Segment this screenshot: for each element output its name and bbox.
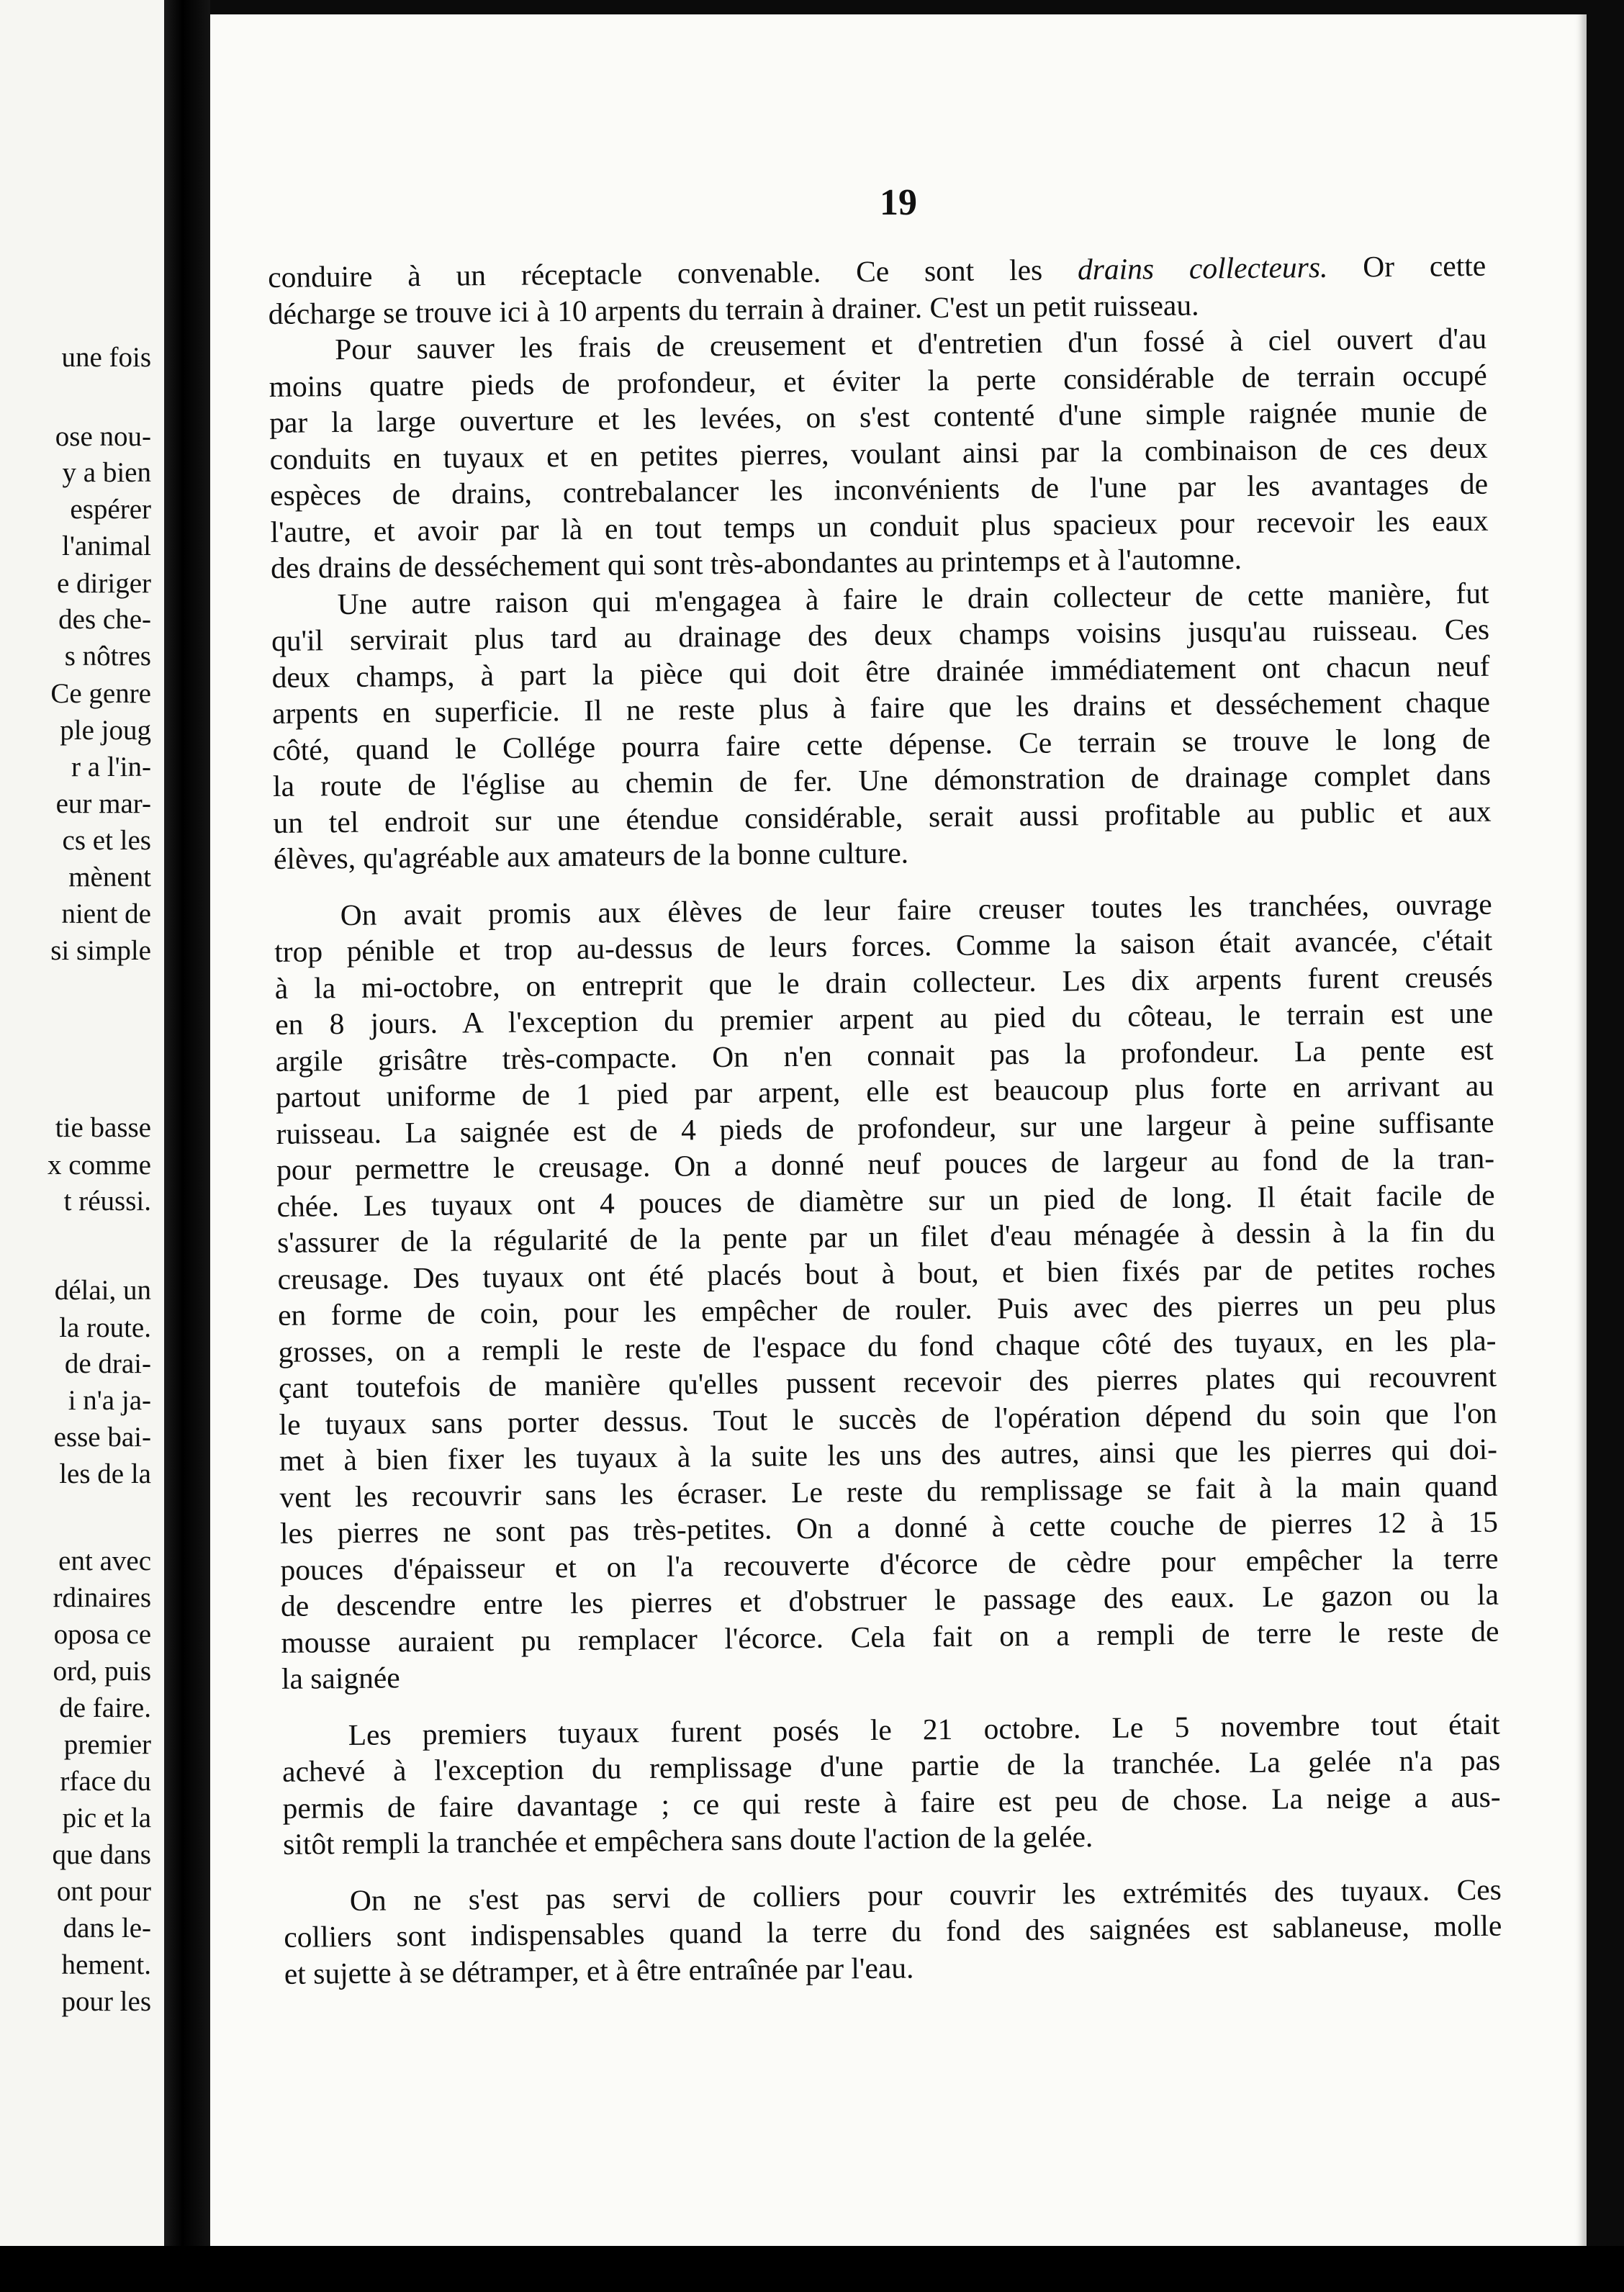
left-page-line: y a bien xyxy=(62,457,151,488)
paragraph xyxy=(268,248,1487,332)
text-run: en forme de coin, pour les empêcher de rouler. Puis avec des pierres un peu plus xyxy=(277,1286,1497,1332)
text-run: creusage. Des tuyaux ont été placés bout à bout, et bien fixés par de petites roches xyxy=(277,1250,1496,1296)
left-page-line: des che- xyxy=(58,604,151,635)
left-page-line: de drai- xyxy=(64,1348,151,1379)
previous-page-fragment xyxy=(0,0,164,2246)
text-run: pour permettre le creusage. On a donné neuf pouces de largeur au fond de la tran- xyxy=(276,1141,1495,1186)
left-page-line: s nôtres xyxy=(64,641,151,672)
paragraph xyxy=(269,320,1489,587)
left-page-line: esse bai- xyxy=(53,1422,151,1453)
text-run: et sujette à se détramper, et à être entraînée par l'eau. xyxy=(284,1950,914,1990)
left-page-line: ont pour xyxy=(56,1876,151,1907)
left-page-line: si simple xyxy=(50,935,151,966)
text-run: met à bien fixer les tuyaux à la suite les uns des autres, ainsi que les pierres qui doi- xyxy=(279,1432,1498,1477)
text-run: partout uniforme de 1 pied par arpent, elle est beaucoup plus forte en arrivant au xyxy=(275,1068,1494,1114)
left-page-line: mènent xyxy=(68,862,151,893)
paragraph xyxy=(281,1705,1501,1862)
text-run: les pierres ne sont pas très-petites. On a donné à cette couche de pierres 12 à 15 xyxy=(279,1504,1499,1550)
text-run: Or cette xyxy=(1327,248,1487,284)
text-run: pouces d'épaisseur et on l'a recouverte d'écorce de cèdre pour empêcher la terre xyxy=(280,1541,1499,1587)
left-page-line: pic et la xyxy=(62,1803,151,1833)
left-page-line: ose nou- xyxy=(55,421,151,452)
paragraph xyxy=(274,885,1500,1697)
text-run: sitôt rempli la tranchée et empêchera sans doute l'action de la gelée. xyxy=(282,1820,1093,1861)
text-run: côté, quand le Collége pourra faire cette dépense. Ce terrain se trouve le long de xyxy=(272,721,1491,767)
body-text xyxy=(268,248,1502,1992)
text-run: le tuyaux sans porter dessus. Tout le succès de l'opération dépend du soin que l'on xyxy=(279,1396,1497,1441)
left-page-line: premier xyxy=(63,1729,151,1760)
text-run: vent les recouvrir sans les écraser. Le reste du remplissage se fait à la main quand xyxy=(279,1468,1498,1514)
left-page-line: Ce genre xyxy=(50,678,151,709)
left-page-line: que dans xyxy=(52,1839,151,1870)
left-page-line: hement. xyxy=(61,1949,151,1980)
left-page-line: t réussi. xyxy=(63,1186,151,1217)
left-page-line: x comme xyxy=(47,1150,151,1181)
text-run: conduits en tuyaux et en petites pierres, voulant ainsi par la combinaison de ces deux xyxy=(269,430,1488,476)
paragraph xyxy=(284,1871,1502,1992)
text-run: ruisseau. La saignée est de 4 pieds de profondeur, sur une largeur à peine suffisante xyxy=(276,1105,1494,1150)
page xyxy=(210,14,1587,2246)
text-run: Les premiers tuyaux furent posés le 21 octobre. Le 5 novembre tout était xyxy=(348,1707,1500,1751)
left-page-line: une fois xyxy=(61,342,151,373)
text-run: Une autre raison qui m'engagea à faire le drain collecteur de cette manière, fut xyxy=(337,576,1489,621)
text-run: la saignée xyxy=(281,1661,400,1695)
text-run: qu'il servirait plus tard au drainage des deux champs voisins jusqu'au ruisseau. Ces xyxy=(271,612,1490,657)
left-page-line: rface du xyxy=(60,1766,151,1797)
text-run: des drains de desséchement qui sont très-abondantes au printemps et à l'automne. xyxy=(270,542,1242,585)
left-page-line: espérer xyxy=(70,494,151,525)
text-run: la route de l'église au chemin de fer. Une démonstration de drainage complet dans xyxy=(272,757,1492,803)
left-page-line: les de la xyxy=(59,1458,151,1489)
text-run: Pour sauver les frais de creusement et d'entretien d'un fossé à ciel ouvert d'au xyxy=(334,321,1487,366)
left-page-line: de faire. xyxy=(59,1692,151,1723)
left-page-line: tie basse xyxy=(55,1112,151,1143)
text-run: élèves, qu'agréable aux amateurs de la bonne culture. xyxy=(273,836,909,875)
text-run: décharge se trouve ici à 10 arpents du terrain à drainer. C'est un petit ruisseau. xyxy=(268,288,1199,330)
book-gutter xyxy=(164,0,210,2292)
left-page-line: eur mar- xyxy=(55,788,151,819)
left-page-line: i n'a ja- xyxy=(68,1385,151,1416)
left-page-line: oposa ce xyxy=(53,1619,151,1650)
left-page-line: la route. xyxy=(59,1312,151,1343)
text-run: conduire à un réceptacle convenable. Ce sont les xyxy=(268,253,1078,294)
text-run: argile grisâtre très-compacte. On n'en connait pas la profondeur. La pente est xyxy=(275,1032,1494,1078)
left-page-line: nient de xyxy=(61,898,151,929)
text-run: permis de faire davantage ; ce qui reste à faire est peu de chose. La neige a aus- xyxy=(282,1779,1501,1825)
text-run: de descendre entre les pierres et d'obstruer le passage des eaux. Le gazon ou la xyxy=(280,1577,1499,1623)
left-page-line: délai, un xyxy=(54,1275,151,1306)
text-run: à la mi-octobre, on entreprit que le drain collecteur. Les dix arpents furent creusés xyxy=(274,960,1493,1005)
text-run: en 8 jours. A l'exception du premier arpent au pied du côteau, le terrain est une xyxy=(274,996,1494,1041)
text-run: On ne s'est pas servi de colliers pour couvrir les extrémités des tuyaux. Ces xyxy=(349,1872,1502,1917)
text-run: arpents en superficie. Il ne reste plus à faire que les drains et desséchement chaque xyxy=(271,685,1491,730)
text-run: deux champs, à part la pièce qui doit être drainée immédiatement ont chacun neuf xyxy=(271,649,1490,694)
text-run: achevé à l'exception du remplissage d'une partie de la tranchée. La gelée n'a pas xyxy=(281,1743,1501,1788)
left-page-line: ple joug xyxy=(60,715,151,746)
text-run: par la large ouverture et les levées, on s'est contenté d'une simple raignée munie de xyxy=(269,394,1488,439)
left-page-line: pour les xyxy=(61,1986,151,2017)
page-number: 19 xyxy=(880,182,917,223)
text-run: un tel endroit sur une étendue considérable, serait aussi profitable au public et aux xyxy=(273,794,1492,839)
left-page-line: dans le- xyxy=(63,1913,151,1944)
left-page-line: rdinaires xyxy=(53,1582,151,1613)
text-run: drains collecteurs. xyxy=(1077,250,1328,286)
text-run: l'autre, et avoir par là en tout temps un conduit plus spacieux pour recevoir les eaux xyxy=(270,503,1489,549)
text-run: çant toutefois de manière qu'elles pussent recevoir des pierres plates qui recouvrent xyxy=(278,1359,1497,1404)
left-page-line: ent avec xyxy=(58,1546,151,1576)
text-run: trop pénible et trop au-dessus de leurs forces. Comme la saison était avancée, c'était xyxy=(274,923,1493,968)
left-page-line: r a l'in- xyxy=(71,752,151,782)
left-page-line: e diriger xyxy=(56,568,151,599)
left-page-line: cs et les xyxy=(62,825,151,856)
text-run: espèces de drains, contrebalancer les inconvénients de l'une par les avantages de xyxy=(269,466,1489,512)
text-run: colliers sont indispensables quand la terre du fond des saignées est sablaneuse, molle xyxy=(284,1908,1502,1954)
left-page-line: l'animal xyxy=(62,531,151,561)
text-run: mousse auraient pu remplacer l'écorce. Cela fait on a rempli de terre le reste de xyxy=(281,1614,1499,1659)
text-run: chée. Les tuyaux ont 4 pouces de diamètre sur un pied de long. Il était facile de xyxy=(276,1178,1495,1223)
text-run: grosses, on a rempli le reste de l'espace du fond chaque côté des tuyaux, en les pla- xyxy=(278,1323,1497,1368)
text-run: s'assurer de la régularité de la pente par un filet d'eau ménagée à dessin à la fin du xyxy=(276,1214,1496,1259)
left-page-line: ord, puis xyxy=(53,1656,151,1687)
text-run: moins quatre pieds de profondeur, et éviter la perte considérable de terrain occupé xyxy=(269,358,1487,403)
scan-bottom-edge xyxy=(0,2246,1624,2292)
text-run: On avait promis aux élèves de leur faire creuser toutes les tranchées, ouvrage xyxy=(340,887,1492,931)
paragraph xyxy=(271,574,1492,877)
